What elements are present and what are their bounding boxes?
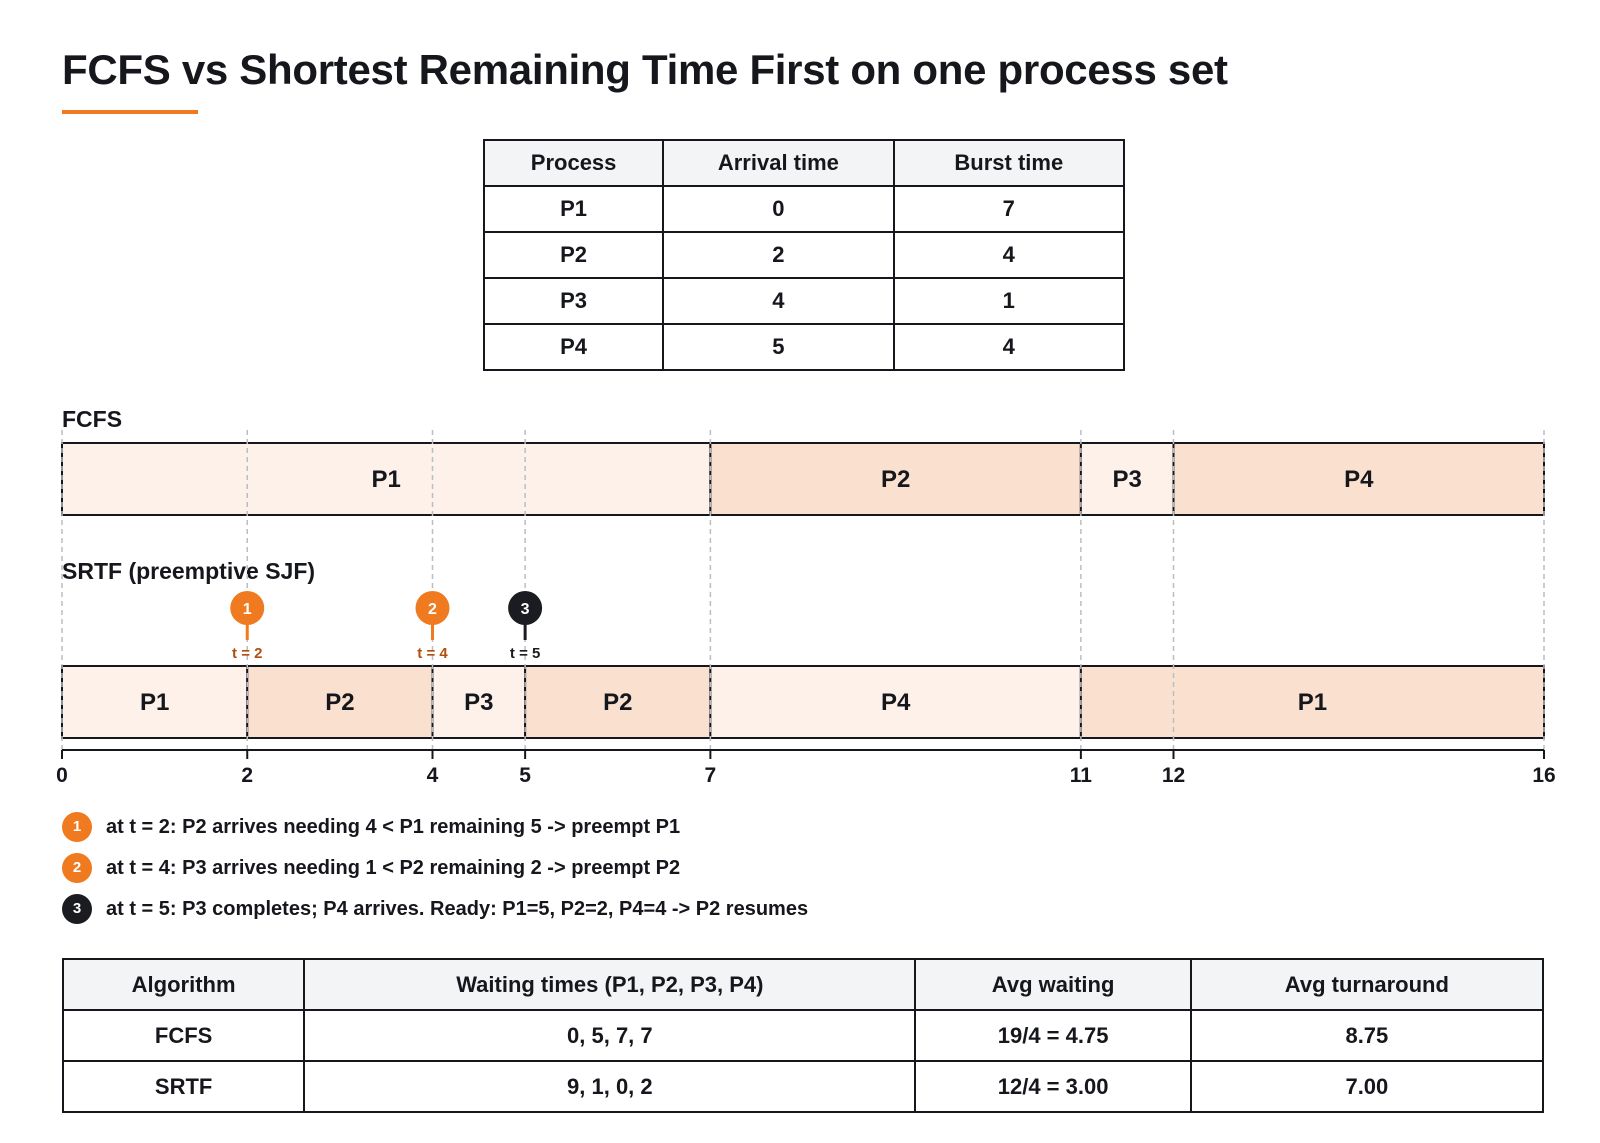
note-badge: 1 — [62, 812, 92, 842]
marker-number: 2 — [428, 601, 437, 618]
marker-number: 1 — [242, 601, 252, 618]
srtf-segment-label: P2 — [325, 689, 355, 716]
process-table-header: Arrival time — [663, 140, 893, 186]
axis-tick-label: 16 — [1532, 764, 1556, 787]
page-title: FCFS vs Shortest Remaining Time First on one process set — [62, 46, 1228, 93]
fcfs-segment-label: P2 — [880, 466, 911, 493]
burst-cell: 4 — [894, 232, 1124, 278]
srtf-segment-label: P4 — [880, 689, 911, 716]
arrival-cell: 4 — [663, 278, 893, 324]
process-cell: P3 — [484, 278, 663, 324]
marker-time-label: t = 5 — [509, 645, 541, 662]
algorithm-cell: FCFS — [63, 1010, 304, 1061]
note-badge: 2 — [62, 853, 92, 883]
process-table-header: Burst time — [894, 140, 1124, 186]
algorithm-cell: SRTF — [63, 1061, 304, 1112]
marker-time-label: t = 2 — [232, 645, 263, 662]
srtf-segment-label: P3 — [464, 689, 494, 716]
fcfs-segment-label: P4 — [1344, 466, 1374, 493]
marker-number: 3 — [520, 601, 530, 618]
note-badge: 3 — [62, 894, 92, 924]
note-text: at t = 5: P3 completes; P4 arrives. Ready: P1=5, P2=2, P4=4 -> P2 resumes — [106, 898, 809, 920]
axis-tick-label: 11 — [1069, 764, 1092, 787]
axis-tick-label: 4 — [426, 764, 439, 787]
process-cell: P4 — [484, 324, 663, 370]
srtf-segment-label: P2 — [603, 689, 633, 716]
metrics-row — [63, 1010, 1543, 1061]
fcfs-segment-label: P3 — [1112, 466, 1142, 493]
srtf-segment-label: P1 — [139, 689, 170, 716]
metrics-table-header: Algorithm — [63, 959, 304, 1010]
srtf-row-label: SRTF (preemptive SJF) — [62, 558, 316, 584]
fcfs-row-label: FCFS — [62, 406, 123, 432]
avg-waiting-cell: 12/4 = 3.00 — [915, 1061, 1190, 1112]
metrics-table-header: Waiting times (P1, P2, P3, P4) — [304, 959, 915, 1010]
arrival-cell: 0 — [663, 186, 893, 232]
burst-cell: 4 — [894, 324, 1124, 370]
burst-cell: 1 — [894, 278, 1124, 324]
metrics-table — [62, 958, 1544, 1113]
srtf-segment-label: P1 — [1297, 689, 1328, 716]
burst-cell: 7 — [894, 186, 1124, 232]
waiting-times-cell: 9, 1, 0, 2 — [304, 1061, 915, 1112]
metrics-row — [63, 1061, 1543, 1112]
axis-tick-label: 7 — [704, 764, 717, 787]
process-cell: P1 — [484, 186, 663, 232]
metrics-table-header: Avg turnaround — [1191, 959, 1543, 1010]
process-cell: P2 — [484, 232, 663, 278]
process-table-header: Process — [484, 140, 663, 186]
avg-turnaround-cell: 7.00 — [1191, 1061, 1543, 1112]
axis-tick-label: 2 — [241, 764, 254, 787]
arrival-cell: 5 — [663, 324, 893, 370]
avg-waiting-cell: 19/4 = 4.75 — [915, 1010, 1190, 1061]
axis-tick-label: 5 — [519, 764, 531, 787]
note-text: at t = 4: P3 arrives needing 1 < P2 remaining 2 -> preempt P2 — [106, 857, 681, 879]
axis-tick-label: 12 — [1161, 764, 1186, 787]
axis-tick-label: 0 — [56, 764, 68, 787]
arrival-cell: 2 — [663, 232, 893, 278]
metrics-table-header: Avg waiting — [915, 959, 1190, 1010]
marker-time-label: t = 4 — [417, 645, 448, 662]
waiting-times-cell: 0, 5, 7, 7 — [304, 1010, 915, 1061]
fcfs-segment-label: P1 — [371, 466, 401, 493]
avg-turnaround-cell: 8.75 — [1191, 1010, 1543, 1061]
note-text: at t = 2: P2 arrives needing 4 < P1 remaining 5 -> preempt P1 — [106, 816, 681, 838]
metrics-table-header-row — [63, 959, 1543, 1010]
